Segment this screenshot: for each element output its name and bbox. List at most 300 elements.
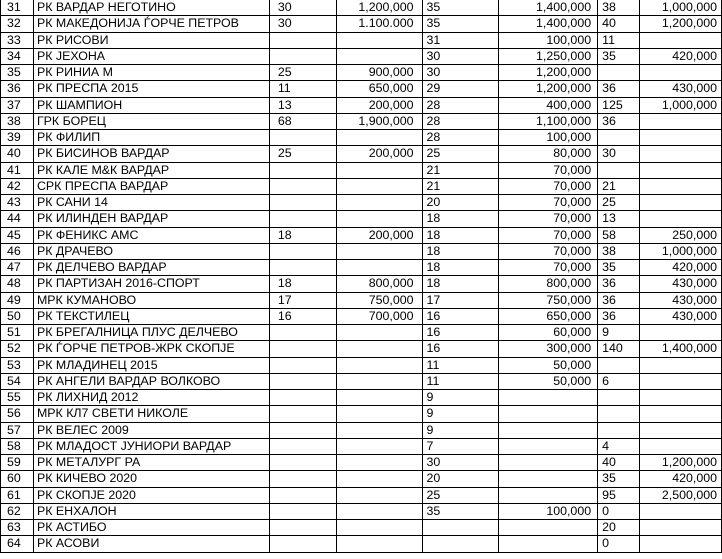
amount-1-cell (336, 178, 422, 194)
count-1-cell (269, 406, 336, 422)
club-name-cell: РК ДРАЧЕВО (33, 243, 269, 259)
amount-1-cell (336, 471, 422, 487)
count-2-cell: 28 (422, 113, 499, 129)
count-3-cell (598, 65, 640, 81)
amount-3-cell (640, 390, 722, 406)
table-row (1, 146, 722, 162)
count-1-cell: 25 (269, 146, 336, 162)
amount-2-cell (499, 455, 598, 471)
row-number-cell: 40 (1, 146, 34, 162)
count-3-cell: 36 (598, 81, 640, 97)
amount-1-cell: 200,000 (336, 146, 422, 162)
count-1-cell: 11 (269, 81, 336, 97)
table-row (1, 357, 722, 373)
table-row (1, 81, 722, 97)
club-name-cell: РК ФИЛИП (33, 130, 269, 146)
row-number-cell: 60 (1, 471, 34, 487)
row-number-cell: 46 (1, 243, 34, 259)
amount-3-cell: 1,000,000 (640, 0, 722, 16)
row-number-cell: 55 (1, 390, 34, 406)
count-2-cell: 11 (422, 373, 499, 389)
table-row (1, 390, 722, 406)
count-3-cell: 40 (598, 16, 640, 32)
count-2-cell: 28 (422, 97, 499, 113)
count-3-cell: 25 (598, 195, 640, 211)
table-row (1, 471, 722, 487)
count-3-cell: 9 (598, 325, 640, 341)
count-2-cell: 7 (422, 438, 499, 454)
amount-1-cell (336, 32, 422, 48)
count-3-cell: 36 (598, 308, 640, 324)
count-1-cell (269, 325, 336, 341)
amount-2-cell: 70,000 (499, 195, 598, 211)
amount-3-cell (640, 357, 722, 373)
amount-1-cell (336, 373, 422, 389)
row-number-cell: 50 (1, 308, 34, 324)
count-1-cell: 13 (269, 97, 336, 113)
amount-2-cell (499, 536, 598, 552)
amount-1-cell (336, 325, 422, 341)
amount-1-cell (336, 520, 422, 536)
row-number-cell: 63 (1, 520, 34, 536)
amount-1-cell (336, 406, 422, 422)
amount-2-cell: 70,000 (499, 178, 598, 194)
row-number-cell: 51 (1, 325, 34, 341)
row-number-cell: 49 (1, 292, 34, 308)
count-1-cell: 25 (269, 65, 336, 81)
amount-1-cell: 1,900,000 (336, 113, 422, 129)
count-3-cell: 40 (598, 455, 640, 471)
club-name-cell: РК КИЧЕВО 2020 (33, 471, 269, 487)
count-2-cell: 21 (422, 162, 499, 178)
amount-2-cell: 650,000 (499, 308, 598, 324)
row-number-cell: 43 (1, 195, 34, 211)
club-name-cell: РК ШАМПИОН (33, 97, 269, 113)
table-row (1, 341, 722, 357)
count-2-cell: 9 (422, 390, 499, 406)
table-row (1, 65, 722, 81)
count-2-cell: 16 (422, 308, 499, 324)
table-row (1, 373, 722, 389)
row-number-cell: 38 (1, 113, 34, 129)
count-1-cell (269, 520, 336, 536)
table-row (1, 0, 722, 16)
table-row (1, 455, 722, 471)
amount-2-cell: 300,000 (499, 341, 598, 357)
count-3-cell: 35 (598, 48, 640, 64)
count-1-cell (269, 357, 336, 373)
count-2-cell: 35 (422, 0, 499, 16)
amount-2-cell: 750,000 (499, 292, 598, 308)
count-1-cell (269, 487, 336, 503)
count-2-cell: 18 (422, 276, 499, 292)
count-2-cell: 17 (422, 292, 499, 308)
table-row (1, 113, 722, 129)
row-number-cell: 58 (1, 438, 34, 454)
amount-1-cell (336, 130, 422, 146)
club-name-cell: РК ВЕЛЕС 2009 (33, 422, 269, 438)
amount-3-cell (640, 32, 722, 48)
amount-2-cell: 100,000 (499, 32, 598, 48)
table-row (1, 422, 722, 438)
amount-2-cell: 1,200,000 (499, 81, 598, 97)
amount-3-cell: 420,000 (640, 471, 722, 487)
amount-3-cell (640, 195, 722, 211)
amount-2-cell (499, 390, 598, 406)
amount-2-cell: 70,000 (499, 260, 598, 276)
amount-3-cell (640, 373, 722, 389)
table-row (1, 406, 722, 422)
count-1-cell: 30 (269, 16, 336, 32)
amount-3-cell: 430,000 (640, 292, 722, 308)
count-2-cell: 25 (422, 487, 499, 503)
count-1-cell: 16 (269, 308, 336, 324)
amount-3-cell (640, 438, 722, 454)
club-name-cell: РК ЈЕХОНА (33, 48, 269, 64)
count-1-cell (269, 341, 336, 357)
table-row (1, 292, 722, 308)
club-name-cell: СРК ПРЕСПА ВАРДАР (33, 178, 269, 194)
club-name-cell: РК МЛАДОСТ ЈУНИОРИ ВАРДАР (33, 438, 269, 454)
amount-2-cell (499, 471, 598, 487)
club-name-cell: РК МЕТАЛУРГ РА (33, 455, 269, 471)
club-name-cell: РК СКОПЈЕ 2020 (33, 487, 269, 503)
row-number-cell: 37 (1, 97, 34, 113)
count-1-cell (269, 455, 336, 471)
amount-3-cell (640, 178, 722, 194)
count-3-cell: 36 (598, 292, 640, 308)
count-3-cell: 20 (598, 520, 640, 536)
table-row (1, 178, 722, 194)
amount-2-cell: 1,400,000 (499, 16, 598, 32)
amount-2-cell: 1,250,000 (499, 48, 598, 64)
table-row (1, 32, 722, 48)
count-2-cell: 25 (422, 146, 499, 162)
club-name-cell: РК КАЛЕ М&К ВАРДАР (33, 162, 269, 178)
count-3-cell: 36 (598, 113, 640, 129)
count-1-cell (269, 48, 336, 64)
count-3-cell (598, 406, 640, 422)
amount-3-cell: 430,000 (640, 81, 722, 97)
count-3-cell: 4 (598, 438, 640, 454)
count-3-cell: 35 (598, 260, 640, 276)
row-number-cell: 48 (1, 276, 34, 292)
row-number-cell: 45 (1, 227, 34, 243)
count-2-cell: 16 (422, 325, 499, 341)
amount-2-cell (499, 487, 598, 503)
amount-1-cell (336, 438, 422, 454)
amount-2-cell: 50,000 (499, 357, 598, 373)
club-name-cell: РК ПАРТИЗАН 2016-СПОРТ (33, 276, 269, 292)
count-3-cell: 38 (598, 243, 640, 259)
amount-3-cell: 1,200,000 (640, 455, 722, 471)
amount-3-cell (640, 162, 722, 178)
count-2-cell: 20 (422, 195, 499, 211)
row-number-cell: 47 (1, 260, 34, 276)
amount-3-cell (640, 406, 722, 422)
amount-1-cell (336, 487, 422, 503)
amount-3-cell: 430,000 (640, 276, 722, 292)
club-name-cell: РК РИНИА М (33, 65, 269, 81)
row-number-cell: 39 (1, 130, 34, 146)
amount-3-cell (640, 325, 722, 341)
count-2-cell: 18 (422, 243, 499, 259)
amount-3-cell: 1,000,000 (640, 97, 722, 113)
club-name-cell: РК РИСОВИ (33, 32, 269, 48)
amount-3-cell: 1,200,000 (640, 16, 722, 32)
table-row (1, 48, 722, 64)
count-2-cell: 29 (422, 81, 499, 97)
club-name-cell: РК САНИ 14 (33, 195, 269, 211)
club-name-cell: РК ИЛИНДЕН ВАРДАР (33, 211, 269, 227)
table-row (1, 227, 722, 243)
amount-2-cell (499, 422, 598, 438)
amount-1-cell: 900,000 (336, 65, 422, 81)
count-2-cell: 9 (422, 406, 499, 422)
club-name-cell: МРК КУМАНОВО (33, 292, 269, 308)
table-row (1, 243, 722, 259)
table-row (1, 16, 722, 32)
row-number-cell: 41 (1, 162, 34, 178)
table-row (1, 97, 722, 113)
row-number-cell: 32 (1, 16, 34, 32)
count-2-cell: 18 (422, 211, 499, 227)
count-1-cell (269, 438, 336, 454)
row-number-cell: 56 (1, 406, 34, 422)
amount-2-cell: 70,000 (499, 162, 598, 178)
amount-2-cell: 70,000 (499, 211, 598, 227)
amount-3-cell (640, 422, 722, 438)
amount-3-cell: 420,000 (640, 260, 722, 276)
amount-3-cell: 1,000,000 (640, 243, 722, 259)
amount-1-cell (336, 48, 422, 64)
row-number-cell: 34 (1, 48, 34, 64)
club-name-cell: РК МАКЕДОНИЈА ЃОРЧЕ ПЕТРОВ (33, 16, 269, 32)
amount-1-cell (336, 341, 422, 357)
row-number-cell: 64 (1, 536, 34, 552)
count-2-cell: 30 (422, 455, 499, 471)
count-1-cell: 18 (269, 227, 336, 243)
table-row (1, 536, 722, 552)
amount-1-cell: 1,200,000 (336, 0, 422, 16)
club-name-cell: РК ЛИХНИД 2012 (33, 390, 269, 406)
amount-1-cell (336, 195, 422, 211)
count-3-cell (598, 422, 640, 438)
row-number-cell: 42 (1, 178, 34, 194)
row-number-cell: 52 (1, 341, 34, 357)
count-1-cell: 30 (269, 0, 336, 16)
row-number-cell: 57 (1, 422, 34, 438)
amount-3-cell (640, 146, 722, 162)
count-3-cell (598, 357, 640, 373)
row-number-cell: 59 (1, 455, 34, 471)
count-2-cell: 21 (422, 178, 499, 194)
count-3-cell: 140 (598, 341, 640, 357)
count-1-cell (269, 32, 336, 48)
count-3-cell (598, 390, 640, 406)
count-3-cell (598, 130, 640, 146)
count-3-cell: 6 (598, 373, 640, 389)
table-row (1, 520, 722, 536)
club-name-cell: РК АСОВИ (33, 536, 269, 552)
table-body (1, 0, 722, 552)
table-row (1, 276, 722, 292)
row-number-cell: 36 (1, 81, 34, 97)
amount-1-cell: 700,000 (336, 308, 422, 324)
count-2-cell: 28 (422, 130, 499, 146)
table-row (1, 325, 722, 341)
amount-3-cell: 420,000 (640, 48, 722, 64)
count-1-cell (269, 195, 336, 211)
count-3-cell: 0 (598, 536, 640, 552)
club-name-cell: РК ДЕЛЧЕВО ВАРДАР (33, 260, 269, 276)
count-2-cell: 18 (422, 260, 499, 276)
amount-3-cell: 430,000 (640, 308, 722, 324)
amount-1-cell (336, 422, 422, 438)
amount-1-cell (336, 243, 422, 259)
count-1-cell (269, 373, 336, 389)
count-1-cell (269, 422, 336, 438)
amount-1-cell (336, 536, 422, 552)
club-name-cell: РК ФЕНИКС АМС (33, 227, 269, 243)
count-1-cell: 18 (269, 276, 336, 292)
count-1-cell (269, 503, 336, 519)
club-name-cell: РК ЕНХАЛОН (33, 503, 269, 519)
row-number-cell: 35 (1, 65, 34, 81)
count-3-cell: 11 (598, 32, 640, 48)
count-3-cell: 58 (598, 227, 640, 243)
amount-2-cell: 60,000 (499, 325, 598, 341)
amount-3-cell (640, 536, 722, 552)
count-1-cell (269, 536, 336, 552)
table-row (1, 487, 722, 503)
count-2-cell: 20 (422, 471, 499, 487)
count-2-cell: 16 (422, 341, 499, 357)
club-name-cell: РК ВАРДАР НЕГОТИНО (33, 0, 269, 16)
table-row (1, 162, 722, 178)
club-name-cell: МРК КЛ7 СВЕТИ НИКОЛЕ (33, 406, 269, 422)
count-1-cell (269, 260, 336, 276)
amount-2-cell (499, 520, 598, 536)
count-1-cell (269, 243, 336, 259)
club-name-cell: РК МЛАДИНЕЦ 2015 (33, 357, 269, 373)
table-row (1, 211, 722, 227)
amount-2-cell: 80,000 (499, 146, 598, 162)
count-3-cell: 35 (598, 471, 640, 487)
amount-1-cell (336, 455, 422, 471)
count-2-cell: 35 (422, 16, 499, 32)
amount-1-cell: 1.100.000 (336, 16, 422, 32)
amount-2-cell: 70,000 (499, 227, 598, 243)
amount-3-cell: 2,500,000 (640, 487, 722, 503)
count-2-cell: 11 (422, 357, 499, 373)
amount-2-cell: 100,000 (499, 503, 598, 519)
amount-3-cell (640, 520, 722, 536)
table-row (1, 503, 722, 519)
table-row (1, 260, 722, 276)
amount-1-cell (336, 260, 422, 276)
count-3-cell: 95 (598, 487, 640, 503)
club-name-cell: РК АНГЕЛИ ВАРДАР ВОЛКОВО (33, 373, 269, 389)
amount-1-cell (336, 357, 422, 373)
club-name-cell: ГРК БОРЕЦ (33, 113, 269, 129)
count-2-cell: 30 (422, 48, 499, 64)
count-1-cell: 17 (269, 292, 336, 308)
count-1-cell (269, 471, 336, 487)
club-name-cell: РК АСТИБО (33, 520, 269, 536)
amount-1-cell (336, 390, 422, 406)
amount-1-cell (336, 503, 422, 519)
table-row (1, 130, 722, 146)
count-3-cell: 36 (598, 276, 640, 292)
club-name-cell: РК БРЕГАЛНИЦА ПЛУС ДЕЛЧЕВО (33, 325, 269, 341)
amount-3-cell: 250,000 (640, 227, 722, 243)
table-row (1, 195, 722, 211)
count-3-cell: 13 (598, 211, 640, 227)
count-2-cell (422, 536, 499, 552)
count-3-cell: 30 (598, 146, 640, 162)
club-name-cell: РК ТЕКСТИЛЕЦ (33, 308, 269, 324)
row-number-cell: 62 (1, 503, 34, 519)
count-1-cell (269, 162, 336, 178)
club-name-cell: РК БИСИНОВ ВАРДАР (33, 146, 269, 162)
count-3-cell: 38 (598, 0, 640, 16)
amount-1-cell: 200,000 (336, 227, 422, 243)
amount-1-cell: 200,000 (336, 97, 422, 113)
amount-3-cell: 1,400,000 (640, 341, 722, 357)
row-number-cell: 53 (1, 357, 34, 373)
club-name-cell: РК ПРЕСПА 2015 (33, 81, 269, 97)
amount-2-cell: 1,100,000 (499, 113, 598, 129)
amount-2-cell: 800,000 (499, 276, 598, 292)
table-row (1, 308, 722, 324)
count-1-cell (269, 390, 336, 406)
row-number-cell: 33 (1, 32, 34, 48)
count-2-cell: 18 (422, 227, 499, 243)
amount-2-cell (499, 438, 598, 454)
amount-3-cell (640, 211, 722, 227)
amount-1-cell: 750,000 (336, 292, 422, 308)
amount-2-cell: 100,000 (499, 130, 598, 146)
count-2-cell: 30 (422, 65, 499, 81)
count-2-cell (422, 520, 499, 536)
amount-1-cell: 800,000 (336, 276, 422, 292)
club-name-cell: РК ЃОРЧЕ ПЕТРОВ-ЖРК СКОПЈЕ (33, 341, 269, 357)
amount-2-cell (499, 406, 598, 422)
table-row (1, 438, 722, 454)
amount-1-cell (336, 162, 422, 178)
amount-1-cell: 650,000 (336, 81, 422, 97)
row-number-cell: 54 (1, 373, 34, 389)
amount-3-cell (640, 503, 722, 519)
amount-2-cell: 1,400,000 (499, 0, 598, 16)
count-1-cell (269, 130, 336, 146)
count-1-cell (269, 178, 336, 194)
amount-3-cell (640, 113, 722, 129)
amount-1-cell (336, 211, 422, 227)
amount-2-cell: 1,200,000 (499, 65, 598, 81)
amount-3-cell (640, 130, 722, 146)
count-3-cell (598, 162, 640, 178)
count-1-cell (269, 211, 336, 227)
amount-2-cell: 70,000 (499, 243, 598, 259)
count-2-cell: 9 (422, 422, 499, 438)
row-number-cell: 31 (1, 0, 34, 16)
count-3-cell: 21 (598, 178, 640, 194)
row-number-cell: 44 (1, 211, 34, 227)
count-2-cell: 31 (422, 32, 499, 48)
amount-2-cell: 400,000 (499, 97, 598, 113)
